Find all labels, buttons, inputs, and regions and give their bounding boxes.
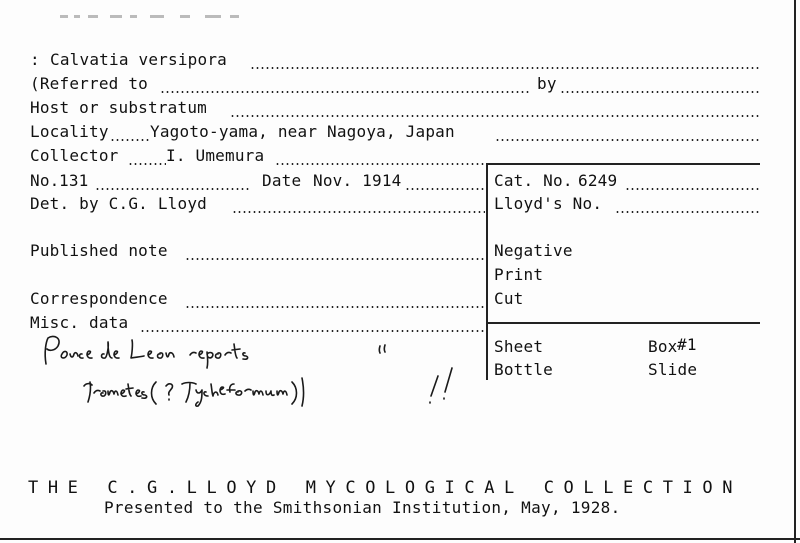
box-top-rule <box>487 163 760 165</box>
box-label: Box <box>648 337 678 356</box>
collector-label: Collector <box>30 146 119 165</box>
referred-to-label: (Referred to <box>30 74 148 93</box>
no-dotted-line <box>95 188 250 190</box>
locality-leader-dots <box>110 139 150 141</box>
collector-leader-dots <box>128 163 166 165</box>
date-dotted-line <box>405 188 485 190</box>
handwritten-note <box>40 332 480 412</box>
box-value: #1 <box>677 335 697 354</box>
species-name: Calvatia versipora <box>50 50 227 69</box>
det-by-label: Det. by C.G. Lloyd <box>30 194 207 213</box>
card-edge-bottom <box>0 538 800 540</box>
species-prefix: : <box>30 50 40 69</box>
collector-value: I. Umemura <box>166 146 265 165</box>
host-label: Host or substratum <box>30 98 207 117</box>
det-by-dotted-line <box>232 211 485 213</box>
by-dotted-line <box>560 91 760 93</box>
card-edge-right <box>794 0 796 543</box>
cat-no-dotted-line <box>625 188 760 190</box>
cat-no-value: 6249 <box>578 171 618 190</box>
host-dotted-line <box>230 115 760 117</box>
box-left-rule <box>486 163 488 380</box>
correspondence-label: Correspondence <box>30 289 168 308</box>
cat-no-label: Cat. No. <box>494 171 573 190</box>
date-value: Nov. 1914 <box>313 171 402 190</box>
print-label: Print <box>494 265 544 284</box>
collection-title: THE C.G.LLOYD MYCOLOGICAL COLLECTION <box>28 478 743 498</box>
lloyds-no-dotted-line <box>615 211 760 213</box>
correspondence-dotted-line <box>185 306 485 308</box>
slide-label: Slide <box>648 360 698 379</box>
faint-stamp-mark <box>60 10 260 24</box>
no-value: 131 <box>59 171 89 190</box>
misc-data-label: Misc. data <box>30 313 129 332</box>
locality-label: Locality <box>30 122 109 141</box>
published-note-dotted-line <box>185 258 485 260</box>
by-label: by <box>537 74 557 93</box>
cut-label: Cut <box>494 289 524 308</box>
bottle-label: Bottle <box>494 360 553 379</box>
negative-label: Negative <box>494 241 573 260</box>
locality-value: Yagoto-yama, near Nagoya, Japan <box>150 122 455 141</box>
no-label: No. <box>30 171 60 190</box>
sheet-label: Sheet <box>494 337 544 356</box>
referred-to-dotted-line <box>160 91 530 93</box>
date-label: Date <box>262 171 302 190</box>
box-middle-rule <box>487 322 760 324</box>
species-dotted-line <box>250 67 760 69</box>
collector-dotted-line <box>275 163 487 165</box>
lloyds-no-label: Lloyd's No. <box>494 194 603 213</box>
presented-line: Presented to the Smithsonian Institution, May, 1928. <box>104 498 621 517</box>
locality-dotted-line <box>495 139 760 141</box>
published-note-label: Published note <box>30 241 168 260</box>
